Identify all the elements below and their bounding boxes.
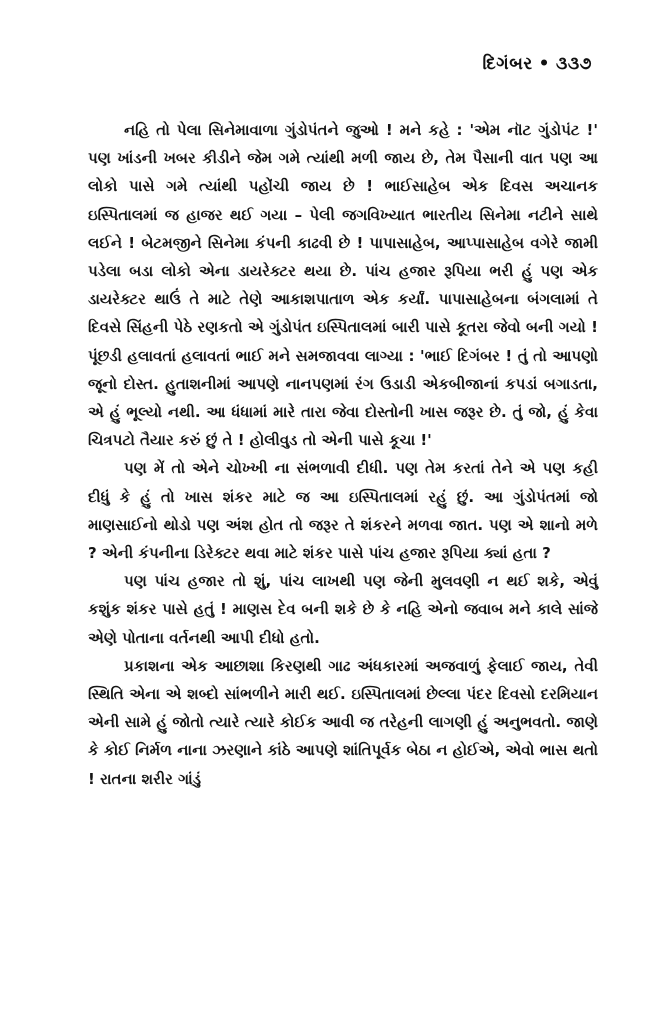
running-header xyxy=(482,54,592,74)
paragraph-4: પ્રકાશના એક આછાશા કિરણથી ગાઢ અંધકારમાં અજવાળું ફેલાઈ જાય, તેવી સ્થિતિ એના એ શબ્દો સાંભળીને મારી થઈ. ઇસ્પિતાલમાં છેલ્લા પંદર દિવસો દરમિયાન એની સામે હું જોતો ત્યારે ત્યારે કોઈક આવી જ તરેહની લાગણી હું અનુભવતો. જાણે કે કોઈ નિર્મળ નાના ઝરણાને કાંઠે આપણે શાંતિપૂર્વક બેઠા ન હોઈએ, એવો ભાસ થતો ! રાતના શરીર ગાંડું xyxy=(88,656,598,788)
paragraph-2: પણ મેં તો એને ચોખ્ખી ના સંભળાવી દીધી. પણ તેમ કરતાં તેને એ પણ કહી દીધું કે હું તો ખાસ શંકર માટે જ આ ઇસ્પિતાલમાં રહું છું. આ ગુંડોપંતમાં જો માણસાઈનો થોડો પણ અંશ હોત તો જરૂર તે શંકરને મળવા જાત. પણ એ શાનો મળે ? એની કંપનીના ડિરેક્ટર થવા માટે શંકર પાસે પાંચ હજાર રૂપિયા ક્યાં હતા ? xyxy=(88,459,598,563)
chapter-title: દિગંબર xyxy=(482,54,533,74)
header-separator: • xyxy=(538,54,551,74)
body-text xyxy=(88,116,598,793)
paragraph-3: પણ પાંચ હજાર તો શું, પાંચ લાખથી પણ જેની મુલવણી ન થઈ શકે, એવું કશુંક શંકર પાસે હતું ! માણસ દેવ બની શકે છે કે નહિ એનો જવાબ મને કાલે સાંજે એણે પોતાના વર્તનથી આપી દીધો હતો. xyxy=(88,572,598,647)
paragraph-1: નહિ તો પેલા સિનેમાવાળા ગુંડોપંતને જુઓ ! મને કહે : 'એમ નૉટ ગુંડોપંટ !' પણ ખાંડની ખબર કીડીને જેમ ગમે ત્યાંથી મળી જાય છે, તેમ પૈસાની વાત પણ આ લોકો પાસે ગમે ત્યાંથી પહોંચી જાય છે ! ભાઈસાહેબ એક દિવસ અચાનક ઇસ્પિતાલમાં જ હાજર થઈ ગયા – પેલી જગવિખ્યાત ભારતીય સિનેમા નટીને સાથે લઈને ! બેટમજીને સિનેમા કંપની કાઢવી છે ! પાપાસાહેબ, આપ્પાસાહેબ વગેરે જામી પડેલા બડા લોકો એના ડાયરેક્ટર થયા છે. પાંચ હજાર રૂપિયા ભરી હું પણ એક ડાયરેક્ટર થાઉં તે માટે તેણે આકાશપાતાળ એક કર્યાં. પાપાસાહેબના બંગલામાં તે દિવસે સિંહની પેઠે રણકતો એ ગુંડોપંત ઇસ્પિતાલમાં બારી પાસે કૂતરા જેવો બની ગયો ! પૂંછડી હલાવતાં હલાવતાં ભાઈ મને સમજાવવા લાગ્યા : 'ભાઈ દિગંબર ! તું તો આપણો જૂનો દોસ્ત. હુતાશનીમાં આપણે નાનપણમાં રંગ ઉડાડી એકબીજાનાં કપડાં બગાડતા, એ હું ભૂલ્યો નથી. આ ધંધામાં મારે તારા જેવા દોસ્તોની ખાસ જરૂર છે. તું જો, હું કેવા ચિત્રપટો તૈયાર કરું છું તે ! હોલીવુડ તો એની પાસે કૂચા !' xyxy=(88,121,598,450)
page-number: ૩૩૭ xyxy=(556,54,592,74)
